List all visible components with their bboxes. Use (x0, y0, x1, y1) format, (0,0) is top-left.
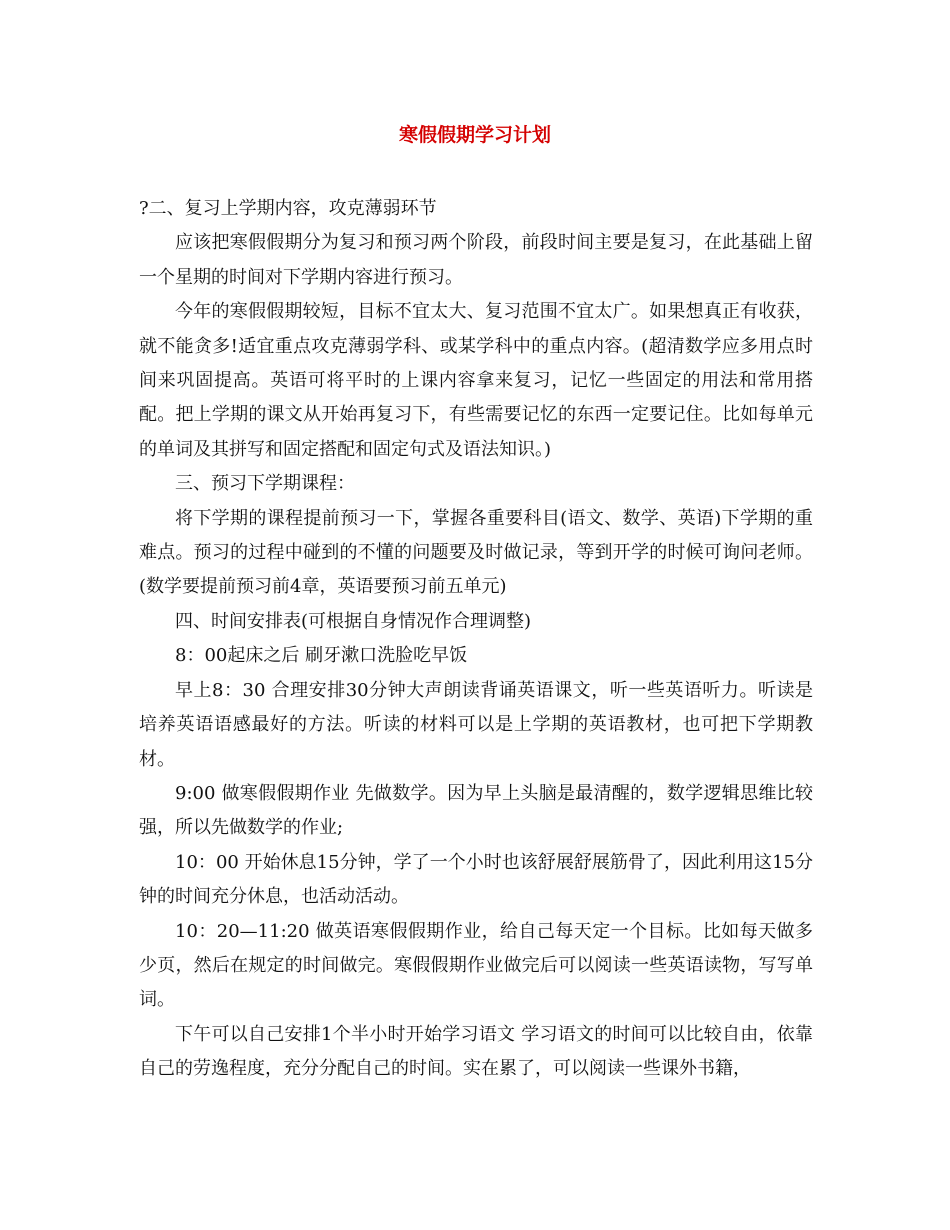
paragraph-preview-plan: 将下学期的课程提前预习一下，掌握各重要科目(语文、数学、英语)下学期的重难点。预习的过程中碰到的不懂的问题要及时做记录，等到开学的时候可询问老师。(数学要提前预习前4章，英语要预习前五单元) (139, 507, 813, 598)
schedule-item-1000: 10：00 开始休息15分钟，学了一个小时也该舒展舒展筋骨了，因此利用这15分钟的时间充分休息，也活动活动。 (139, 851, 813, 908)
document-title: 寒假假期学习计划 (398, 124, 551, 146)
schedule-item-0800: 8：00起床之后 刷牙漱口洗脸吃早饭 (175, 645, 468, 667)
schedule-item-0830: 早上8：30 合理安排30分钟大声朗读背诵英语课文，听一些英语听力。听读是培养英语语感最好的方法。听读的材料可以是上学期的英语教材，也可把下学期教材。 (139, 679, 813, 770)
schedule-item-0900: 9:00 做寒假假期作业 先做数学。因为早上头脑是最清醒的，数学逻辑思维比较强，所以先做数学的作业; (139, 782, 813, 839)
paragraph-review-scope: 今年的寒假假期较短，目标不宜太大、复习范围不宜太广。如果想真正有收获，就不能贪多!适宜重点攻克薄弱学科、或某学科中的重点内容。(超清数学应多用点时间来巩固提高。英语可将平时的上课内容拿来复习，记忆一些固定的用法和常用搭配。把上学期的课文从开始再复习下，有些需要记忆的东西一定要记住。比如每单元的单词及其拼写和固定搭配和固定句式及语法知识。) (139, 301, 813, 460)
schedule-item-afternoon: 下午可以自己安排1个半小时开始学习语文 学习语文的时间可以比较自由，依靠自己的劳逸程度，充分分配自己的时间。实在累了，可以阅读一些课外书籍， (139, 1023, 813, 1080)
document-body (139, 192, 813, 1087)
section-heading-schedule: 四、时间安排表(可根据自身情况作合理调整) (175, 610, 532, 632)
paragraph-review-plan: 应该把寒假假期分为复习和预习两个阶段，前段时间主要是复习，在此基础上留一个星期的时间对下学期内容进行预习。 (139, 232, 813, 288)
section-heading-preview: 三、预习下学期课程： (175, 473, 355, 495)
schedule-item-1020: 10：20—11:20 做英语寒假假期作业，给自己每天定一个目标。比如每天做多少页，然后在规定的时间做完。寒假假期作业做完后可以阅读一些英语读物，写写单词。 (139, 920, 813, 1011)
section-heading-review: ?二、复习上学期内容，攻克薄弱环节 (139, 198, 437, 219)
